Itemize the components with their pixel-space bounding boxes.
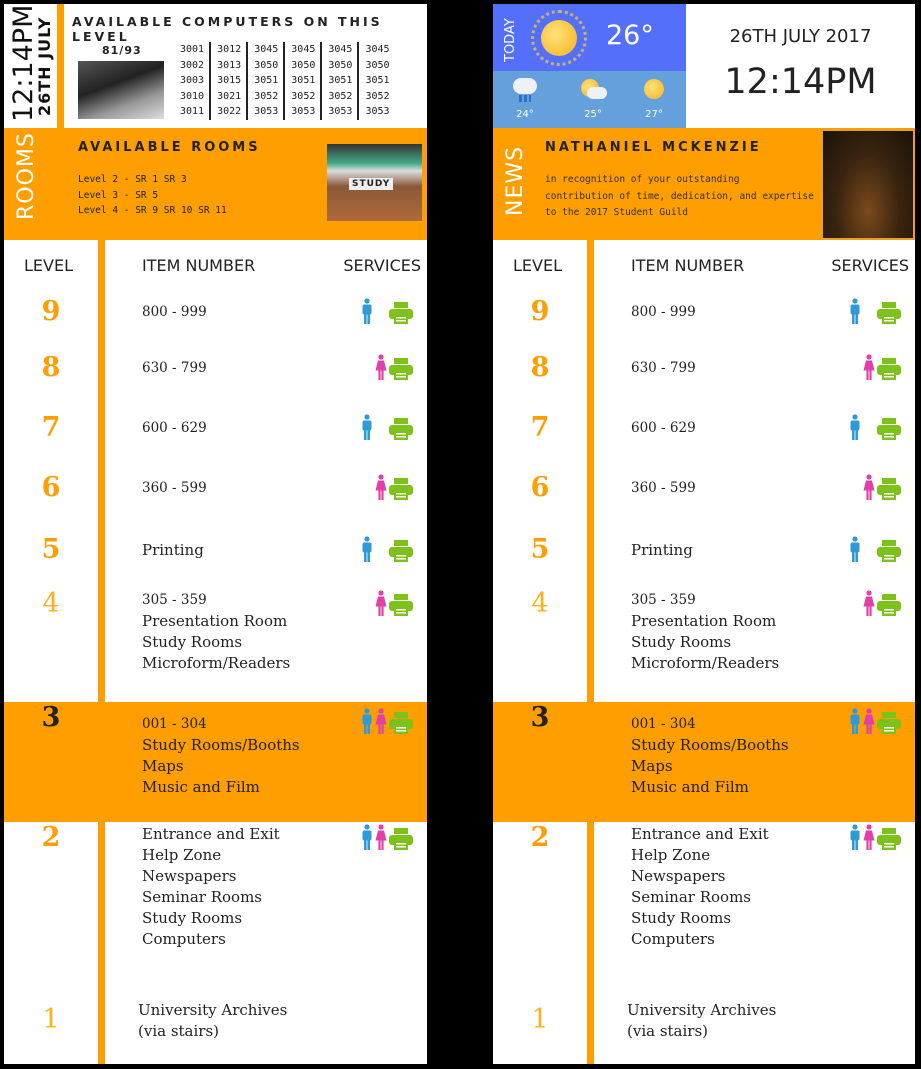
computer-column [283, 42, 320, 120]
computers-count: 81/93 [102, 44, 142, 57]
printer-icon [389, 358, 413, 384]
level-row [4, 702, 427, 822]
printer-icon [877, 358, 901, 384]
item-line: Music and Film [142, 778, 260, 796]
news-line: contribution of time, dedication, and expertise [545, 190, 814, 202]
printer-icon [877, 478, 901, 504]
current-time: 12:14PM [8, 4, 39, 122]
item-line: Seminar Rooms [142, 888, 262, 906]
level-number: 4 [531, 588, 549, 619]
computer-id: 3022 [217, 106, 242, 118]
item-line: Help Zone [631, 846, 711, 864]
level-items [631, 824, 769, 950]
level-directory [493, 240, 915, 1064]
level-number: 4 [42, 588, 60, 619]
computer-id: 3045 [328, 44, 353, 55]
header-item-number: ITEM NUMBER [142, 256, 256, 275]
forecast-temp: 24° [516, 109, 534, 120]
item-line: 360 - 599 [142, 480, 207, 496]
item-line: Music and Film [631, 778, 749, 796]
item-line: Study Rooms/Booths [142, 736, 300, 754]
level-items [631, 358, 696, 379]
item-line: 305 - 359 [631, 592, 696, 608]
computer-id: 3053 [291, 106, 316, 118]
level-row [493, 1001, 915, 1064]
header-level: LEVEL [513, 256, 562, 275]
item-line: University Archives [627, 1001, 777, 1019]
item-line: Seminar Rooms [631, 888, 751, 906]
study-photo [327, 144, 422, 221]
computer-id: 3051 [328, 75, 353, 87]
weather-widget [493, 4, 686, 128]
male-toilet-icon [361, 824, 373, 854]
printer-icon [389, 302, 413, 328]
female-toilet-icon [863, 474, 875, 504]
computer-id: 3052 [291, 90, 316, 102]
computer-id: 3052 [254, 90, 279, 102]
news-line: to the 2017 Student Guild [545, 207, 688, 218]
left-sign-panel [4, 4, 427, 1064]
level-items [631, 540, 693, 561]
weather-forecast [493, 71, 686, 128]
item-line: 305 - 359 [142, 592, 207, 608]
level-items [142, 478, 207, 499]
computer-id: 3045 [291, 44, 316, 55]
computer-id: 3051 [365, 75, 390, 87]
computer-id: 3050 [328, 59, 353, 71]
level-items [138, 1000, 287, 1042]
printer-icon [877, 540, 901, 566]
accent-divider [57, 4, 64, 128]
male-toilet-icon [361, 414, 373, 444]
item-line: 600 - 629 [142, 420, 207, 436]
item-line: Printing [631, 541, 693, 559]
services-icons [361, 708, 413, 738]
level-items [627, 1000, 776, 1042]
study-caption: STUDY [349, 178, 393, 190]
printer-icon [877, 712, 901, 738]
printer-icon [389, 418, 413, 444]
services-icons [863, 590, 901, 620]
level-number: 3 [41, 702, 61, 733]
level-items [142, 590, 290, 674]
level-number: 7 [41, 412, 61, 443]
news-band [493, 128, 915, 240]
header-item-number: ITEM NUMBER [631, 256, 745, 275]
level-number: 5 [41, 534, 61, 565]
computer-id: 3053 [365, 106, 390, 118]
level-row [493, 588, 915, 700]
services-icons [849, 708, 901, 738]
printer-icon [877, 594, 901, 620]
current-date: 26TH JULY [35, 16, 54, 116]
services-icons [361, 414, 413, 444]
column-divider [587, 240, 594, 1064]
level-number: 6 [41, 472, 61, 503]
item-line: Newspapers [142, 867, 237, 885]
male-toilet-icon [361, 298, 373, 328]
computer-id: 3050 [291, 59, 316, 71]
services-icons [375, 590, 413, 620]
female-toilet-icon [375, 590, 387, 620]
male-toilet-icon [849, 708, 861, 738]
computer-id: 3011 [180, 106, 205, 118]
item-line: 360 - 599 [631, 480, 696, 496]
level-number: 1 [531, 1004, 549, 1035]
item-line: Microform/Readers [631, 654, 780, 672]
item-line: Computers [142, 930, 226, 948]
services-icons [361, 536, 413, 566]
room-line: Level 3 - SR 5 [78, 189, 159, 201]
level-number: 8 [41, 352, 61, 383]
level-number: 2 [41, 822, 61, 853]
rooms-label: ROOMS [14, 132, 39, 220]
computer-id: 3051 [254, 75, 279, 87]
computer-id: 3053 [328, 106, 353, 118]
male-toilet-icon [849, 414, 861, 444]
level-row [4, 352, 427, 412]
services-icons [361, 824, 413, 854]
level-row [493, 534, 915, 594]
orchestra-photo [822, 130, 914, 239]
available-rooms-band [4, 128, 427, 240]
services-icons [863, 354, 901, 384]
female-toilet-icon [863, 354, 875, 384]
computer-id: 3021 [217, 90, 242, 102]
female-toilet-icon [863, 824, 875, 854]
level-items [631, 302, 696, 323]
item-line: 001 - 304 [631, 716, 696, 732]
level-number: 1 [42, 1004, 60, 1035]
computer-id: 3015 [217, 75, 242, 87]
item-line: Study Rooms [631, 909, 732, 927]
computer-id: 3050 [365, 59, 390, 71]
level-row [4, 822, 427, 992]
header-services: SERVICES [831, 256, 909, 275]
current-date: 26TH JULY 2017 [729, 26, 872, 47]
item-line: Help Zone [142, 846, 222, 864]
item-line: 630 - 799 [631, 360, 696, 376]
female-toilet-icon [375, 474, 387, 504]
computer-column [180, 42, 209, 120]
female-toilet-icon [863, 590, 875, 620]
computer-photo [78, 61, 164, 119]
today-label: TODAY [503, 18, 518, 62]
level-number: 9 [530, 296, 550, 327]
services-icons [849, 824, 901, 854]
level-row [4, 1001, 427, 1064]
services-icons [361, 298, 413, 328]
printer-icon [389, 540, 413, 566]
news-label: NEWS [503, 145, 528, 216]
printer-icon [389, 478, 413, 504]
level-row [493, 412, 915, 472]
services-icons [863, 474, 901, 504]
available-rooms-list [78, 172, 227, 219]
computer-id: 3053 [254, 106, 279, 118]
item-line: Study Rooms/Booths [631, 736, 789, 754]
level-items [142, 418, 207, 439]
forecast-temp: 25° [584, 109, 602, 120]
level-number: 8 [530, 352, 550, 383]
forecast-temp: 27° [645, 109, 663, 120]
level-items [142, 540, 204, 561]
level-row [493, 472, 915, 532]
printer-icon [877, 418, 901, 444]
computer-column [357, 42, 394, 120]
room-line: Level 2 - SR 1 SR 3 [78, 174, 187, 185]
level-number: 2 [530, 822, 550, 853]
weather-today [493, 4, 686, 71]
printer-icon [877, 828, 901, 854]
computer-id: 3051 [291, 75, 316, 87]
level-row [493, 702, 915, 822]
available-computers-block [64, 4, 427, 128]
item-line: Study Rooms [142, 633, 243, 651]
item-line: Presentation Room [631, 612, 777, 630]
item-line: 630 - 799 [142, 360, 207, 376]
available-rooms-title: AVAILABLE ROOMS [78, 140, 261, 155]
news-body [545, 172, 814, 222]
column-divider [98, 240, 105, 1064]
computer-id-grid [180, 42, 395, 120]
female-toilet-icon [863, 708, 875, 738]
computer-id: 3002 [180, 59, 205, 71]
level-row [4, 412, 427, 472]
level-row [493, 822, 915, 992]
level-row [4, 588, 427, 700]
computer-id: 3045 [254, 44, 279, 55]
item-line: Study Rooms [142, 909, 243, 927]
male-toilet-icon [361, 708, 373, 738]
level-items [631, 418, 696, 439]
item-line: Presentation Room [142, 612, 288, 630]
level-row [4, 534, 427, 594]
level-row [4, 296, 427, 356]
female-toilet-icon [375, 708, 387, 738]
level-directory [4, 240, 427, 1064]
level-items [142, 824, 280, 950]
female-toilet-icon [375, 824, 387, 854]
level-items [631, 478, 696, 499]
current-time: 12:14PM [724, 62, 877, 102]
item-line: Study Rooms [631, 633, 732, 651]
item-line: Maps [631, 757, 673, 775]
header-services: SERVICES [343, 256, 421, 275]
level-items [142, 358, 207, 379]
level-items [631, 714, 789, 798]
level-row [493, 352, 915, 412]
male-toilet-icon [849, 536, 861, 566]
news-line: in recognition of your outstanding [545, 174, 740, 185]
computer-column [320, 42, 357, 120]
item-line: 600 - 629 [631, 420, 696, 436]
item-line: Entrance and Exit [142, 825, 280, 843]
item-line: (via stairs) [138, 1022, 220, 1040]
computer-column [209, 42, 246, 120]
level-number: 7 [530, 412, 550, 443]
level-number: 6 [530, 472, 550, 503]
header-level: LEVEL [24, 256, 73, 275]
printer-icon [877, 302, 901, 328]
female-toilet-icon [375, 354, 387, 384]
item-line: 001 - 304 [142, 716, 207, 732]
date-time-block [686, 4, 915, 128]
level-items [631, 590, 779, 674]
item-line: Entrance and Exit [631, 825, 769, 843]
computer-id: 3001 [180, 44, 205, 55]
computer-id: 3013 [217, 59, 242, 71]
level-row [4, 472, 427, 532]
item-line: Printing [142, 541, 204, 559]
item-line: University Archives [138, 1001, 288, 1019]
computer-column [246, 42, 283, 120]
male-toilet-icon [361, 536, 373, 566]
services-icons [849, 536, 901, 566]
printer-icon [389, 712, 413, 738]
item-line: Maps [142, 757, 184, 775]
male-toilet-icon [849, 824, 861, 854]
level-items [142, 302, 207, 323]
level-number: 3 [530, 702, 550, 733]
news-title: NATHANIEL MCKENZIE [545, 140, 762, 155]
item-line: Computers [631, 930, 715, 948]
computer-id: 3052 [328, 90, 353, 102]
computer-id: 3052 [365, 90, 390, 102]
computers-title: AVAILABLE COMPUTERS ON THIS LEVEL [72, 14, 383, 44]
room-line: Level 4 - SR 9 SR 10 SR 11 [78, 205, 227, 216]
services-icons [375, 474, 413, 504]
printer-icon [389, 594, 413, 620]
item-line: Newspapers [631, 867, 726, 885]
today-temperature: 26° [606, 20, 654, 51]
level-number: 9 [41, 296, 61, 327]
computer-id: 3003 [180, 75, 205, 87]
level-number: 5 [530, 534, 550, 565]
services-icons [849, 298, 901, 328]
computer-id: 3010 [180, 90, 205, 102]
computer-id: 3012 [217, 44, 242, 55]
item-line: Microform/Readers [142, 654, 291, 672]
item-line: (via stairs) [627, 1022, 709, 1040]
level-items [142, 714, 300, 798]
level-row [493, 296, 915, 356]
time-date-block [4, 4, 57, 128]
computer-id: 3050 [254, 59, 279, 71]
services-icons [849, 414, 901, 444]
right-sign-panel [493, 4, 915, 1064]
male-toilet-icon [849, 298, 861, 328]
computer-id: 3045 [365, 44, 390, 55]
services-icons [375, 354, 413, 384]
item-line: 800 - 999 [631, 304, 696, 320]
item-line: 800 - 999 [142, 304, 207, 320]
printer-icon [389, 828, 413, 854]
